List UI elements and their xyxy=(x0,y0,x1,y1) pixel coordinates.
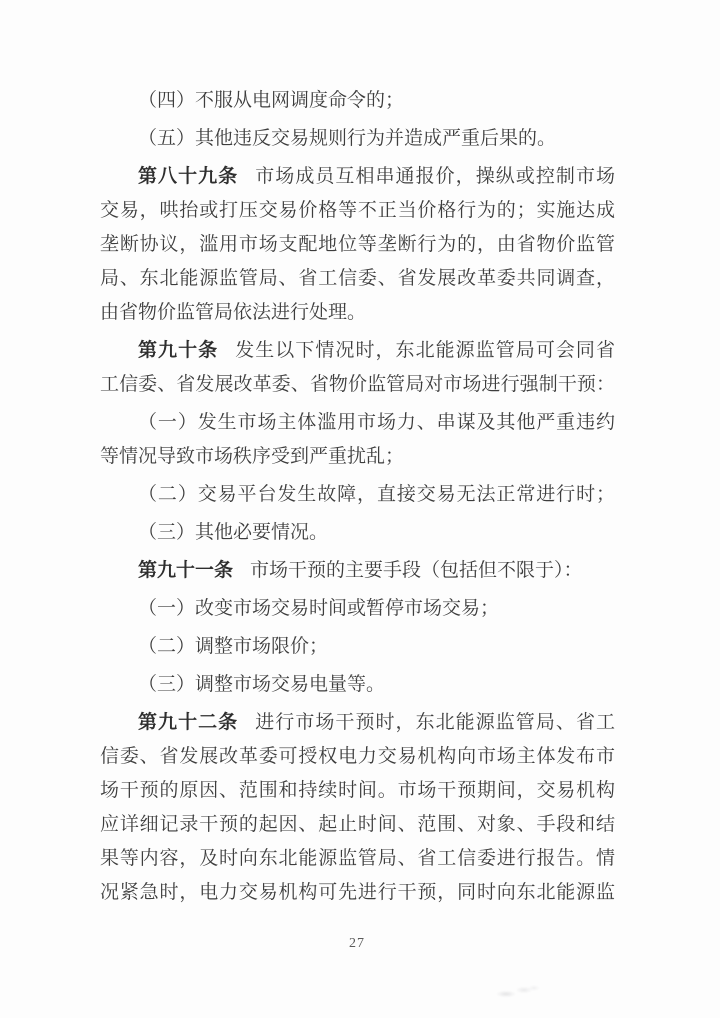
text-line xyxy=(100,740,615,774)
text-line xyxy=(100,808,615,842)
line-text: （三）其他必要情况。 xyxy=(138,522,329,543)
text-line xyxy=(100,592,615,626)
line-text: 市场成员互相串通报价，操纵或控制市场 xyxy=(255,166,615,187)
text-line xyxy=(100,554,615,588)
article-number: 第九十条 xyxy=(138,340,219,361)
text-line xyxy=(100,668,615,702)
line-text: （五）其他违反交易规则行为并造成严重后果的。 xyxy=(138,128,557,149)
line-text: （三）调整市场交易电量等。 xyxy=(138,674,386,695)
text-line xyxy=(100,194,615,228)
text-line xyxy=(100,706,615,740)
article-number: 第八十九条 xyxy=(138,166,239,187)
text-line xyxy=(100,774,615,808)
page-number: 27 xyxy=(349,936,365,951)
article-number: 第九十一条 xyxy=(138,560,234,581)
line-text: 市场干预的主要手段（包括但不限于）： xyxy=(250,560,583,581)
line-text: 垄断协议，滥用市场支配地位等垄断行为的，由省物价监管 xyxy=(100,234,615,255)
line-text: 发生以下情况时，东北能源监管局可会同省 xyxy=(235,340,615,361)
line-text: （一）改变市场交易时间或暂停市场交易； xyxy=(138,598,500,619)
line-text: 局、东北能源监管局、省工信委、省发展改革委共同调查， xyxy=(100,268,615,289)
line-text: 由省物价监管局依法进行处理。 xyxy=(100,302,367,323)
line-text: 场干预的原因、范围和持续时间。市场干预期间，交易机构 xyxy=(100,780,615,801)
document-body xyxy=(100,84,615,910)
text-line xyxy=(100,478,615,512)
text-line xyxy=(100,440,615,474)
text-line xyxy=(100,516,615,550)
text-line xyxy=(100,630,615,664)
line-text: 况紧急时，电力交易机构可先进行干预，同时向东北能源监 xyxy=(100,882,615,903)
line-text: （二）调整市场限价； xyxy=(138,636,329,657)
line-text: （一）发生市场主体滥用市场力、串谋及其他严重违约 xyxy=(138,412,615,433)
text-line xyxy=(100,334,615,368)
text-line xyxy=(100,876,615,910)
text-line xyxy=(100,406,615,440)
article-number: 第九十二条 xyxy=(138,712,239,733)
line-text: 工信委、省发展改革委、省物价监管局对市场进行强制干预： xyxy=(100,374,615,395)
text-line xyxy=(100,84,615,118)
text-line xyxy=(100,160,615,194)
line-text: （四）不服从电网调度命令的； xyxy=(138,90,405,111)
text-line xyxy=(100,228,615,262)
line-text: 信委、省发展改革委可授权电力交易机构向市场主体发布市 xyxy=(100,746,615,767)
line-text: 等情况导致市场秩序受到严重扰乱； xyxy=(100,446,405,467)
text-line xyxy=(100,262,615,296)
line-text: （二）交易平台发生故障，直接交易无法正常进行时； xyxy=(138,484,615,505)
text-line xyxy=(100,296,615,330)
line-text: 应详细记录干预的起因、起止时间、范围、对象、手段和结 xyxy=(100,814,615,835)
text-line xyxy=(100,368,615,402)
text-line xyxy=(100,122,615,156)
line-text: 果等内容，及时向东北能源监管局、省工信委进行报告。情 xyxy=(100,848,615,869)
text-line xyxy=(100,842,615,876)
scan-smudge-artifact xyxy=(496,982,542,1002)
line-text: 进行市场干预时，东北能源监管局、省工 xyxy=(255,712,615,733)
line-text: 交易，哄抬或打压交易价格等不正当价格行为的；实施达成 xyxy=(100,200,615,221)
